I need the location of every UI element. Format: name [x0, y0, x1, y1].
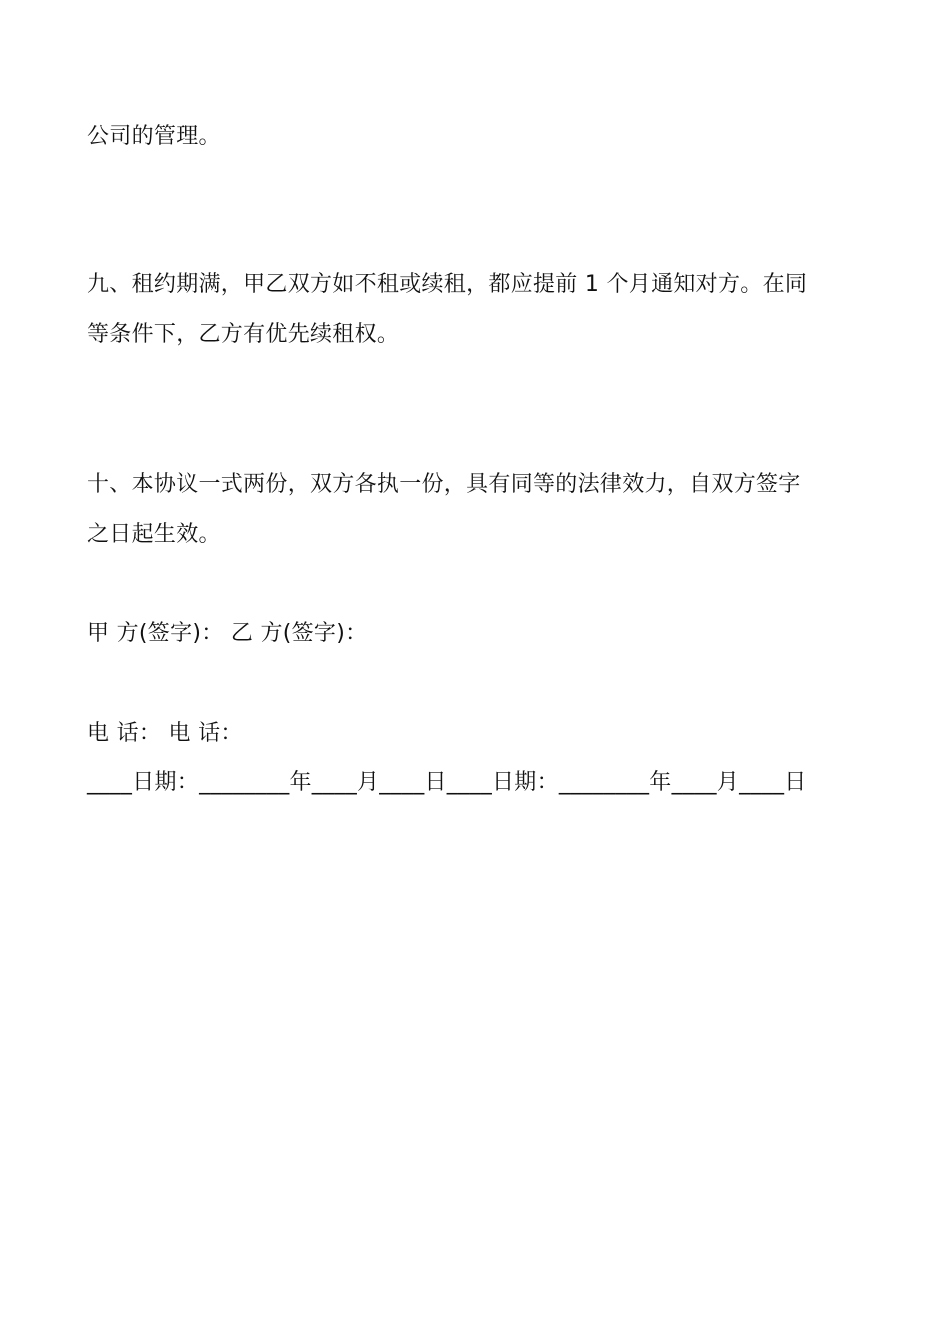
paragraph-8-tail: 公司的管理。	[87, 124, 221, 149]
signature-line: 甲 方(签字)： 乙 方(签字)：	[87, 621, 368, 646]
paragraph-10-line-2: 之日起生效。	[87, 522, 221, 547]
date-line: ____日期：________年____月____日____日期：________年____月____日	[87, 770, 807, 795]
paragraph-10-line-1: 十、本协议一式两份，双方各执一份，具有同等的法律效力，自双方签字	[87, 472, 801, 497]
paragraph-9-line-2: 等条件下，乙方有优先续租权。	[87, 322, 400, 347]
phone-line: 电 话： 电 话：	[87, 721, 243, 746]
paragraph-9-line-1: 九、租约期满，甲乙双方如不租或续租，都应提前 1 个月通知对方。在同	[87, 272, 808, 297]
